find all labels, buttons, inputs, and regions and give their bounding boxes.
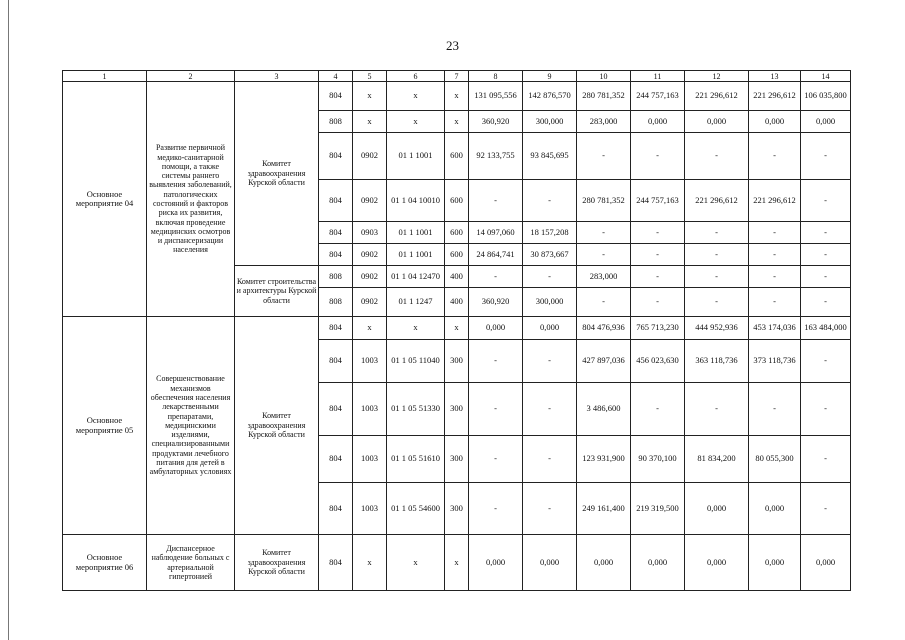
table-cell: - bbox=[523, 180, 577, 222]
table-cell: - bbox=[577, 288, 631, 317]
column-number: 3 bbox=[235, 71, 319, 82]
table-cell: 804 bbox=[319, 340, 353, 383]
table-cell: x bbox=[353, 317, 387, 340]
table-cell: 01 1 1001 bbox=[387, 133, 445, 180]
table-cell: - bbox=[469, 266, 523, 288]
activity-description: Развитие первичной медико-санитарной помощи, а также системы раннего выявления заболеваний, патологических состояний и факторов риска их развития, включая проведение медицинских осмотров и диспансеризации населения bbox=[147, 82, 235, 317]
table-cell: 456 023,630 bbox=[631, 340, 685, 383]
table-cell: 808 bbox=[319, 111, 353, 133]
table-cell: 360,920 bbox=[469, 111, 523, 133]
table-cell: 01 1 1001 bbox=[387, 222, 445, 244]
table-cell: 300 bbox=[445, 383, 469, 436]
table-cell: - bbox=[523, 383, 577, 436]
table-cell: - bbox=[631, 244, 685, 266]
table-cell: - bbox=[469, 483, 523, 535]
table-cell: x bbox=[445, 317, 469, 340]
table-cell: x bbox=[445, 111, 469, 133]
table-cell: 0,000 bbox=[749, 111, 801, 133]
column-number: 1 bbox=[63, 71, 147, 82]
table-cell: - bbox=[685, 244, 749, 266]
table-cell: 0903 bbox=[353, 222, 387, 244]
table-cell: 0902 bbox=[353, 180, 387, 222]
table-cell: - bbox=[801, 180, 851, 222]
column-number: 11 bbox=[631, 71, 685, 82]
activity-description: Диспансерное наблюдение больных с артериальной гипертонией bbox=[147, 535, 235, 591]
column-number: 2 bbox=[147, 71, 235, 82]
table-cell: - bbox=[685, 222, 749, 244]
table-cell: - bbox=[749, 266, 801, 288]
table-row bbox=[63, 535, 851, 591]
table-cell: 01 1 05 54600 bbox=[387, 483, 445, 535]
table-cell: - bbox=[685, 266, 749, 288]
table-cell: 804 476,936 bbox=[577, 317, 631, 340]
activity-name: Основное мероприятие 05 bbox=[63, 317, 147, 535]
table-cell: 1003 bbox=[353, 436, 387, 483]
table-cell: 0,000 bbox=[801, 111, 851, 133]
table-cell: 221 296,612 bbox=[685, 180, 749, 222]
table-cell: 0902 bbox=[353, 288, 387, 317]
table-cell: 219 319,500 bbox=[631, 483, 685, 535]
table-cell: 400 bbox=[445, 266, 469, 288]
table-cell: 300,000 bbox=[523, 111, 577, 133]
table-cell: 0902 bbox=[353, 133, 387, 180]
table-cell: 0902 bbox=[353, 244, 387, 266]
table-cell: - bbox=[801, 383, 851, 436]
table-cell: 01 1 05 51610 bbox=[387, 436, 445, 483]
executor-name: Комитет строительства и архитектуры Курской области bbox=[235, 266, 319, 317]
table-cell: - bbox=[685, 133, 749, 180]
table-cell: x bbox=[445, 82, 469, 111]
table-cell: - bbox=[577, 133, 631, 180]
table-cell: - bbox=[523, 436, 577, 483]
table-cell: 600 bbox=[445, 133, 469, 180]
table-cell: 01 1 05 51330 bbox=[387, 383, 445, 436]
table-cell: 373 118,736 bbox=[749, 340, 801, 383]
table-cell: 0,000 bbox=[685, 111, 749, 133]
executor-name: Комитет здравоохранения Курской области bbox=[235, 535, 319, 591]
table-cell: 427 897,036 bbox=[577, 340, 631, 383]
table-cell: 600 bbox=[445, 180, 469, 222]
table-cell: 0,000 bbox=[631, 111, 685, 133]
column-number: 5 bbox=[353, 71, 387, 82]
column-number: 7 bbox=[445, 71, 469, 82]
table-cell: 804 bbox=[319, 317, 353, 340]
table-cell: 804 bbox=[319, 244, 353, 266]
table-cell: - bbox=[749, 383, 801, 436]
table-row bbox=[63, 317, 851, 340]
executor-name: Комитет здравоохранения Курской области bbox=[235, 82, 319, 266]
table-cell: 249 161,400 bbox=[577, 483, 631, 535]
table-cell: x bbox=[353, 111, 387, 133]
column-number: 6 bbox=[387, 71, 445, 82]
executor-name: Комитет здравоохранения Курской области bbox=[235, 317, 319, 535]
table-cell: 131 095,556 bbox=[469, 82, 523, 111]
table-cell: 0,000 bbox=[685, 483, 749, 535]
table-cell: - bbox=[801, 244, 851, 266]
table-cell: 3 486,600 bbox=[577, 383, 631, 436]
table-cell: 804 bbox=[319, 436, 353, 483]
table-cell: - bbox=[685, 288, 749, 317]
table-cell: 123 931,900 bbox=[577, 436, 631, 483]
table-cell: - bbox=[801, 340, 851, 383]
table-cell: - bbox=[469, 340, 523, 383]
table-cell: x bbox=[387, 111, 445, 133]
table-cell: 808 bbox=[319, 288, 353, 317]
table-cell: 1003 bbox=[353, 483, 387, 535]
table-cell: x bbox=[353, 535, 387, 591]
table-cell: 0,000 bbox=[523, 535, 577, 591]
table-cell: - bbox=[749, 244, 801, 266]
table-cell: 24 864,741 bbox=[469, 244, 523, 266]
column-number: 9 bbox=[523, 71, 577, 82]
column-number: 8 bbox=[469, 71, 523, 82]
table-cell: 106 035,800 bbox=[801, 82, 851, 111]
activity-name: Основное мероприятие 06 bbox=[63, 535, 147, 591]
table-cell: 0,000 bbox=[631, 535, 685, 591]
table-cell: 18 157,208 bbox=[523, 222, 577, 244]
table-cell: 93 845,695 bbox=[523, 133, 577, 180]
table-cell: x bbox=[445, 535, 469, 591]
table-cell: 363 118,736 bbox=[685, 340, 749, 383]
table-cell: 01 1 1001 bbox=[387, 244, 445, 266]
table-cell: - bbox=[685, 383, 749, 436]
table-cell: - bbox=[801, 483, 851, 535]
table-cell: 01 1 1247 bbox=[387, 288, 445, 317]
table-cell: 804 bbox=[319, 133, 353, 180]
table-cell: - bbox=[469, 383, 523, 436]
table-cell: - bbox=[577, 244, 631, 266]
column-number: 13 bbox=[749, 71, 801, 82]
table-cell: 92 133,755 bbox=[469, 133, 523, 180]
column-number: 4 bbox=[319, 71, 353, 82]
table-cell: - bbox=[631, 133, 685, 180]
table-cell: 400 bbox=[445, 288, 469, 317]
table-cell: 804 bbox=[319, 383, 353, 436]
table-cell: x bbox=[387, 535, 445, 591]
table-cell: 01 1 04 10010 bbox=[387, 180, 445, 222]
table-cell: 1003 bbox=[353, 340, 387, 383]
table-cell: 30 873,667 bbox=[523, 244, 577, 266]
table-cell: - bbox=[749, 222, 801, 244]
table-cell: - bbox=[631, 222, 685, 244]
table-cell: 600 bbox=[445, 244, 469, 266]
table-cell: - bbox=[801, 436, 851, 483]
column-number: 14 bbox=[801, 71, 851, 82]
activity-description: Совершенствование механизмов обеспечения населения лекарственными препаратами, медицинскими изделиями, специализированными продуктами лечебного питания для детей в амбулаторных условиях bbox=[147, 317, 235, 535]
table-row bbox=[63, 82, 851, 111]
table-cell: - bbox=[523, 340, 577, 383]
table-cell: 01 1 04 12470 bbox=[387, 266, 445, 288]
table-cell: 808 bbox=[319, 266, 353, 288]
table-cell: 221 296,612 bbox=[685, 82, 749, 111]
table-cell: - bbox=[631, 266, 685, 288]
table-cell: - bbox=[523, 266, 577, 288]
table-cell: 90 370,100 bbox=[631, 436, 685, 483]
table-cell: - bbox=[469, 180, 523, 222]
table-cell: 804 bbox=[319, 180, 353, 222]
table-cell: 804 bbox=[319, 535, 353, 591]
table-cell: 0,000 bbox=[523, 317, 577, 340]
page-left-edge bbox=[8, 0, 9, 640]
table-cell: 0,000 bbox=[749, 535, 801, 591]
table-cell: 300 bbox=[445, 483, 469, 535]
table-cell: - bbox=[577, 222, 631, 244]
table-cell: 280 781,352 bbox=[577, 82, 631, 111]
table-cell: 244 757,163 bbox=[631, 82, 685, 111]
table-cell: 221 296,612 bbox=[749, 180, 801, 222]
table-cell: 283,000 bbox=[577, 266, 631, 288]
table-cell: 444 952,936 bbox=[685, 317, 749, 340]
table-cell: 280 781,352 bbox=[577, 180, 631, 222]
table-cell: - bbox=[631, 383, 685, 436]
table-cell: 163 484,000 bbox=[801, 317, 851, 340]
table-cell: - bbox=[469, 436, 523, 483]
table-cell: 804 bbox=[319, 222, 353, 244]
table-cell: x bbox=[387, 82, 445, 111]
table-cell: x bbox=[353, 82, 387, 111]
table-cell: 81 834,200 bbox=[685, 436, 749, 483]
table-cell: 221 296,612 bbox=[749, 82, 801, 111]
column-number: 10 bbox=[577, 71, 631, 82]
table-cell: x bbox=[387, 317, 445, 340]
table-cell: 0,000 bbox=[469, 535, 523, 591]
table-cell: - bbox=[749, 133, 801, 180]
table-cell: 360,920 bbox=[469, 288, 523, 317]
column-number: 12 bbox=[685, 71, 749, 82]
table-cell: 600 bbox=[445, 222, 469, 244]
table-cell: 453 174,036 bbox=[749, 317, 801, 340]
table-cell: 283,000 bbox=[577, 111, 631, 133]
table-cell: 804 bbox=[319, 483, 353, 535]
budget-table bbox=[62, 70, 851, 591]
table-cell: 0,000 bbox=[749, 483, 801, 535]
table-cell: 80 055,300 bbox=[749, 436, 801, 483]
table-cell: - bbox=[523, 483, 577, 535]
table-cell: - bbox=[631, 288, 685, 317]
table-cell: 1003 bbox=[353, 383, 387, 436]
table-cell: - bbox=[801, 133, 851, 180]
activity-name: Основное мероприятие 04 bbox=[63, 82, 147, 317]
table-cell: 142 876,570 bbox=[523, 82, 577, 111]
table-cell: 300 bbox=[445, 436, 469, 483]
table-cell: 0,000 bbox=[577, 535, 631, 591]
table-cell: 765 713,230 bbox=[631, 317, 685, 340]
table-cell: 0,000 bbox=[801, 535, 851, 591]
table-cell: - bbox=[801, 222, 851, 244]
table-cell: 0,000 bbox=[685, 535, 749, 591]
table-cell: 244 757,163 bbox=[631, 180, 685, 222]
table-cell: - bbox=[801, 288, 851, 317]
table-cell: 0902 bbox=[353, 266, 387, 288]
table-cell: 300,000 bbox=[523, 288, 577, 317]
table-cell: 804 bbox=[319, 82, 353, 111]
table-cell: 0,000 bbox=[469, 317, 523, 340]
table-cell: - bbox=[801, 266, 851, 288]
table-cell: 14 097,060 bbox=[469, 222, 523, 244]
page-number: 23 bbox=[446, 38, 459, 53]
header-row bbox=[63, 71, 851, 82]
table-cell: 300 bbox=[445, 340, 469, 383]
table-cell: - bbox=[749, 288, 801, 317]
table-cell: 01 1 05 11040 bbox=[387, 340, 445, 383]
